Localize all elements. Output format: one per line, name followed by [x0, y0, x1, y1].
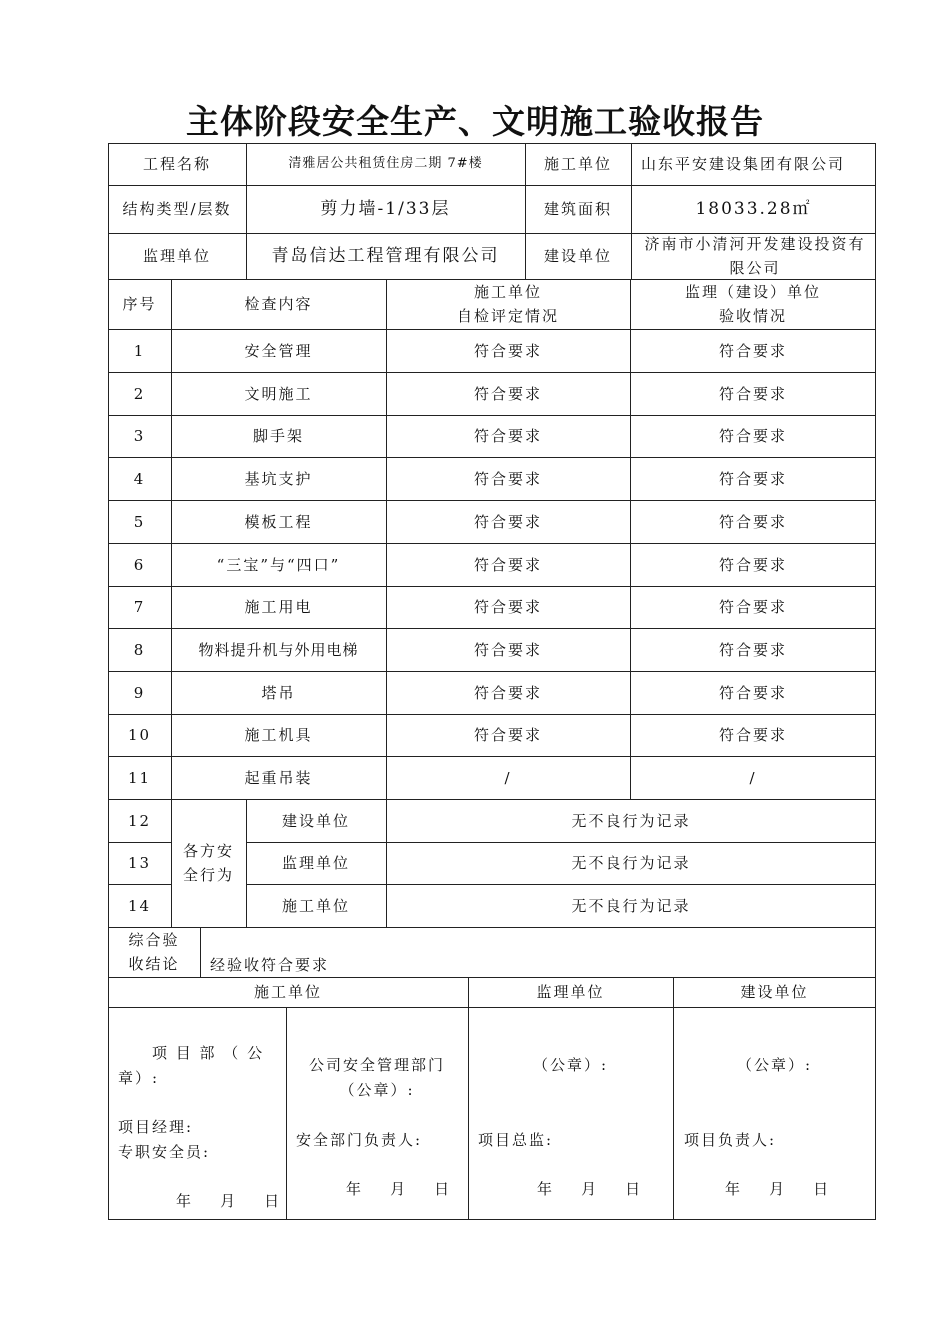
structure-label: 结构类型/层数 — [122, 200, 232, 218]
construction-unit-value: 山东平安建设集团有限公司 — [641, 155, 846, 173]
header-content: 检查内容 — [244, 295, 313, 313]
owner-label: 建设单位 — [543, 247, 612, 265]
report-title: 主体阶段安全生产、文明施工验收报告 — [186, 102, 764, 141]
header-seq: 序号 — [122, 295, 157, 313]
area-value: 18033.28㎡ — [695, 199, 812, 219]
project-name-value: 清雅居公共租赁住房二期 7#楼 — [288, 156, 483, 171]
safety-officer-label: 专职安全员: — [118, 1143, 211, 1161]
construction-unit-label: 施工单位 — [543, 155, 612, 173]
supervision-label: 监理单位 — [142, 247, 211, 265]
sig-header-owner: 建设单位 — [740, 983, 809, 1001]
date-supervision: 年 月 日 — [537, 1180, 643, 1198]
date-construction-project: 年 月 日 — [176, 1192, 282, 1210]
owner-seal: （公章）: — [736, 1056, 813, 1074]
behavior-group-label: 各方安 全行为 — [182, 842, 234, 884]
sig-header-construction: 施工单位 — [253, 983, 322, 1001]
area-label: 建筑面积 — [543, 200, 612, 218]
chief-supervisor-label: 项目总监: — [478, 1131, 554, 1149]
supervision-value: 青岛信达工程管理有限公司 — [271, 246, 500, 266]
project-name-label: 工程名称 — [142, 155, 211, 173]
header-self-check-line2: 自检评定情况 — [456, 307, 559, 325]
sig-header-supervision: 监理单位 — [536, 983, 605, 1001]
project-dept-seal-line2: 章）: — [118, 1069, 160, 1087]
header-acceptance-line2: 验收情况 — [718, 307, 787, 325]
supervision-seal: （公章）: — [532, 1056, 609, 1074]
conclusion-text: 经验收符合要求 — [210, 956, 330, 974]
project-dept-seal-line1: 项 目 部 （ 公 — [152, 1044, 265, 1062]
owner-head-label: 项目负责人: — [684, 1131, 777, 1149]
safety-head-label: 安全部门负责人: — [296, 1131, 423, 1149]
date-owner: 年 月 日 — [725, 1180, 831, 1198]
project-manager-label: 项目经理: — [118, 1118, 194, 1136]
owner-value: 济南市小清河开发建设投资有限公司 — [644, 235, 866, 277]
header-self-check-line1: 施工单位 — [473, 283, 542, 301]
structure-value: 剪力墙-1/33层 — [320, 199, 451, 219]
header-acceptance-line1: 监理（建设）单位 — [684, 283, 821, 301]
date-company-dept: 年 月 日 — [346, 1180, 452, 1198]
company-dept-seal-line2: （公章）: — [339, 1081, 415, 1099]
conclusion-label: 综合验 收结论 — [128, 931, 180, 973]
company-dept-seal-line1: 公司安全管理部门 — [308, 1056, 445, 1074]
